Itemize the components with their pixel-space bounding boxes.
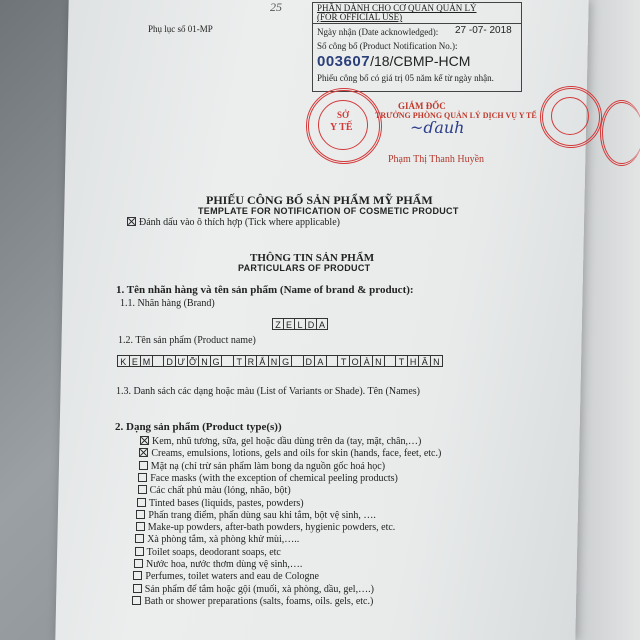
product-name-letter-box: H xyxy=(407,355,420,367)
product-type-option[interactable] xyxy=(137,498,304,509)
checked-box-icon[interactable] xyxy=(140,436,149,445)
adjacent-red-seal xyxy=(600,100,640,166)
product-type-label: Nước hoa, nước thơm dùng vệ sinh,…. xyxy=(146,559,303,570)
product-type-label: Các chất phủ màu (lỏng, nhão, bột) xyxy=(149,485,291,497)
product-type-label: Bath or shower preparations (salts, foams, oils. gels, etc.) xyxy=(144,595,374,607)
signer-name: Phạm Thị Thanh Huyền xyxy=(388,154,485,165)
product-type-label: Creams, emulsions, lotions, gels and oils for skin (hands, face, feet, etc.) xyxy=(151,448,442,460)
handwritten-signature: ~ɗauh xyxy=(410,118,465,137)
product-type-label: Mặt nạ (chỉ trừ sản phẩm làm bong da nguồn gốc hoá học) xyxy=(150,460,386,472)
product-name-letter-box: T xyxy=(337,355,350,367)
product-type-option[interactable] xyxy=(135,547,281,558)
section1-heading: 1. Tên nhãn hàng và tên sản phẩm (Name of brand & product): xyxy=(116,284,414,296)
edge-red-seal xyxy=(540,86,602,148)
product-type-option[interactable] xyxy=(135,534,299,545)
product-name-letter-box: Ư xyxy=(175,355,188,367)
empty-checkbox-icon[interactable] xyxy=(135,547,144,556)
product-name-letter-box: À xyxy=(360,355,373,367)
empty-checkbox-icon[interactable] xyxy=(137,498,146,507)
empty-checkbox-icon[interactable] xyxy=(133,571,142,580)
product-type-option[interactable] xyxy=(139,461,385,472)
product-name-letter-box: N xyxy=(198,355,211,367)
empty-checkbox-icon[interactable] xyxy=(136,522,145,531)
brand-letter-box: E xyxy=(283,318,295,330)
product-type-option[interactable] xyxy=(138,485,291,496)
brand-letter-box: A xyxy=(316,318,328,330)
brand-letter-boxes xyxy=(272,318,327,330)
handwritten-page-mark: 25 xyxy=(270,0,282,14)
notification-number-label: Số công bố (Product Notification No.): xyxy=(317,41,458,51)
product-name-letter-box: T xyxy=(233,355,246,367)
brand-label: 1.1. Nhãn hàng (Brand) xyxy=(120,298,215,309)
product-name-letter-box: T xyxy=(395,355,408,367)
product-name-letter-box: Â xyxy=(418,355,431,367)
validity-note: Phiếu công bố có giá trị 05 năm kể từ ngày nhận. xyxy=(317,73,494,83)
brand-letter-box: Z xyxy=(272,318,284,330)
signer-title-department: TRƯỞNG PHÒNG QUẢN LÝ DỊCH VỤ Y TẾ xyxy=(375,111,537,120)
checked-box-icon[interactable] xyxy=(139,448,148,457)
form-title-en: TEMPLATE FOR NOTIFICATION OF COSMETIC PRODUCT xyxy=(198,206,459,216)
product-type-label: Sản phẩm để tắm hoặc gội (muối, xà phòng, dầu, gel,….) xyxy=(144,583,374,595)
empty-checkbox-icon[interactable] xyxy=(138,473,147,482)
product-name-letter-box: N xyxy=(268,355,281,367)
date-acknowledged-label: Ngày nhận (Date acknowledged): xyxy=(317,27,439,37)
product-type-option[interactable] xyxy=(133,571,319,582)
product-type-label: Kem, nhũ tương, sữa, gel hoặc dầu dùng trên da (tay, mặt, chân,…) xyxy=(152,436,422,447)
empty-checkbox-icon[interactable] xyxy=(132,596,141,605)
product-type-option[interactable] xyxy=(134,559,302,570)
product-type-label: Face masks (with the exception of chemical peeling products) xyxy=(150,472,398,484)
product-name-letter-box: Ỡ xyxy=(187,355,200,367)
product-name-letter-box: K xyxy=(117,355,130,367)
product-type-label: Toilet soaps, deodorant soaps, etc xyxy=(146,546,281,558)
product-name-letter-box: R xyxy=(245,355,258,367)
empty-checkbox-icon[interactable] xyxy=(136,510,145,519)
product-name-letter-box: G xyxy=(279,355,292,367)
signer-title-director: GIÁM ĐỐC xyxy=(398,101,446,111)
seal-text-so: SỞ xyxy=(337,110,350,120)
brand-letter-box: D xyxy=(305,318,317,330)
product-type-label: Make-up powders, after-bath powders, hygienic powders, etc. xyxy=(147,522,396,534)
empty-checkbox-icon[interactable] xyxy=(135,534,144,543)
form-title-vi: PHIẾU CÔNG BỐ SẢN PHẨM MỸ PHẨM xyxy=(206,193,433,207)
official-title-vi: PHẦN DÀNH CHO CƠ QUAN QUẢN LÝ xyxy=(317,3,477,13)
particulars-title-vi: THÔNG TIN SẢN PHẨM xyxy=(250,252,375,264)
product-type-option[interactable] xyxy=(133,584,374,595)
tick-note-text: Đánh dấu vào ô thích hợp (Tick where applicable) xyxy=(139,217,340,228)
empty-checkbox-icon[interactable] xyxy=(134,559,143,568)
product-name-letter-box: D xyxy=(303,355,316,367)
product-name-label: 1.2. Tên sản phẩm (Product name) xyxy=(118,335,256,346)
notification-number-value: 003607 xyxy=(317,53,371,70)
product-name-letter-boxes xyxy=(117,355,442,367)
product-name-letter-box: N xyxy=(372,355,385,367)
notification-number-suffix: /18/CBMP-HCM xyxy=(370,53,471,69)
product-name-letter-box: E xyxy=(129,355,142,367)
empty-checkbox-icon[interactable] xyxy=(139,461,148,470)
product-name-letter-box: Ắ xyxy=(256,355,269,367)
official-use-header xyxy=(313,3,521,24)
official-red-seal xyxy=(306,88,382,164)
product-name-letter-box: M xyxy=(140,355,153,367)
product-name-letter-box: O xyxy=(349,355,362,367)
section2-heading: 2. Dạng sản phẩm (Product type(s)) xyxy=(115,421,282,433)
product-type-option[interactable] xyxy=(136,522,396,533)
product-type-label: Xà phòng tắm, xà phòng khử mùi,….. xyxy=(147,534,300,546)
official-use-box xyxy=(312,2,522,92)
official-title-en: (FOR OFFICIAL USE) xyxy=(317,12,403,22)
product-name-letter-box: D xyxy=(163,355,176,367)
seal-text-yte: Y TẾ xyxy=(330,122,353,133)
empty-checkbox-icon[interactable] xyxy=(133,584,142,593)
appendix-label: Phụ lục số 01-MP xyxy=(148,24,213,34)
variants-label: 1.3. Danh sách các dạng hoặc màu (List of Variants or Shade). Tên (Names) xyxy=(116,386,420,397)
notification-number xyxy=(317,53,470,71)
product-type-option[interactable] xyxy=(139,448,441,459)
particulars-title-en: PARTICULARS OF PRODUCT xyxy=(238,263,371,273)
date-acknowledged-stamp: 27 -07- 2018 xyxy=(455,25,512,36)
product-type-label: Tinted bases (liquids, pastes, powders) xyxy=(149,497,304,509)
product-name-letter-box: G xyxy=(210,355,223,367)
product-name-letter-box: N xyxy=(430,355,443,367)
product-type-label: Perfumes, toilet waters and eau de Cologne xyxy=(145,571,319,583)
product-type-option[interactable] xyxy=(136,510,375,521)
tick-example-checkbox-icon xyxy=(127,217,136,226)
tick-note xyxy=(127,217,340,228)
product-type-label: Phấn trang điểm, phấn dùng sau khi tắm, bột vệ sinh, …. xyxy=(148,509,376,521)
product-name-letter-box: A xyxy=(314,355,327,367)
brand-letter-box: L xyxy=(294,318,306,330)
product-type-option[interactable] xyxy=(138,473,398,484)
empty-checkbox-icon[interactable] xyxy=(138,485,147,494)
product-type-option[interactable] xyxy=(132,596,373,607)
product-type-option[interactable] xyxy=(140,436,421,447)
